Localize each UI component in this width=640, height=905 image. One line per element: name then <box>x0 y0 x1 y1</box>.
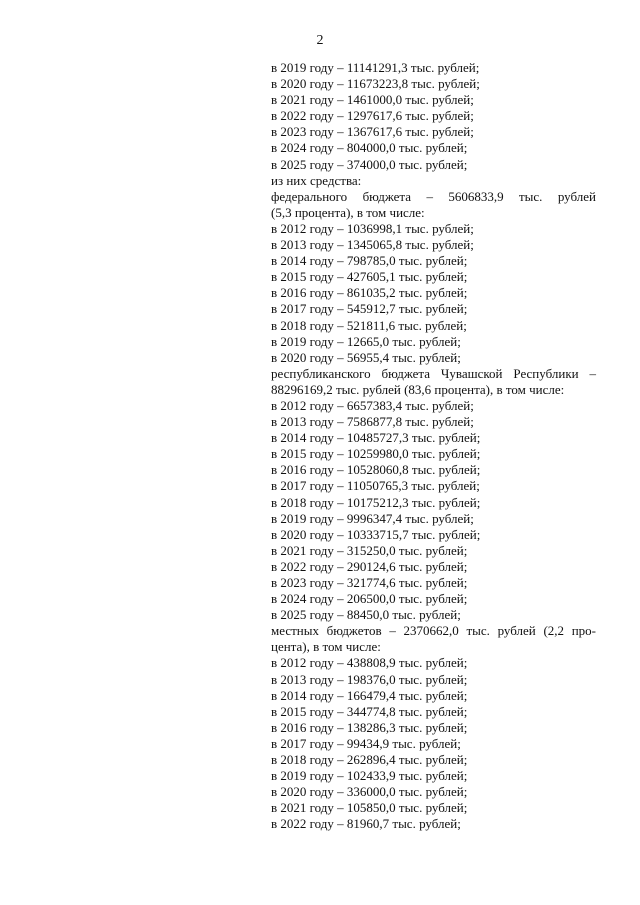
text-line: республиканского бюджета Чувашской Республики – <box>271 365 596 381</box>
text-line: в 2024 году – 206500,0 тыс. рублей; <box>271 591 468 607</box>
text-line: в 2013 году – 7586877,8 тыс. рублей; <box>271 414 474 430</box>
text-line: в 2014 году – 10485727,3 тыс. рублей; <box>271 430 481 446</box>
text-line: в 2021 году – 1461000,0 тыс. рублей; <box>271 92 474 108</box>
text-line: (5,3 процента), в том числе: <box>271 204 425 220</box>
text-line: цента), в том числе: <box>271 639 381 655</box>
text-line: 88296169,2 тыс. рублей (83,6 процента), в том числе: <box>271 381 565 397</box>
text-line: в 2023 году – 1367617,6 тыс. рублей; <box>271 124 474 140</box>
text-line: в 2018 году – 10175212,3 тыс. рублей; <box>271 494 481 510</box>
text-line: в 2019 году – 9996347,4 тыс. рублей; <box>271 510 474 526</box>
text-line: в 2013 году – 198376,0 тыс. рублей; <box>271 671 468 687</box>
text-line: в 2025 году – 88450,0 тыс. рублей; <box>271 607 461 623</box>
text-line: в 2020 году – 336000,0 тыс. рублей; <box>271 784 468 800</box>
text-line: в 2017 году – 545912,7 тыс. рублей; <box>271 301 468 317</box>
text-line: в 2018 году – 521811,6 тыс. рублей; <box>271 317 467 333</box>
text-line: в 2015 году – 427605,1 тыс. рублей; <box>271 269 468 285</box>
text-line: в 2023 году – 321774,6 тыс. рублей; <box>271 575 468 590</box>
text-line: в 2019 году – 12665,0 тыс. рублей; <box>271 333 461 349</box>
text-line: в 2014 году – 166479,4 тыс. рублей; <box>271 687 468 703</box>
text-line: в 2021 году – 315250,0 тыс. рублей; <box>271 542 468 558</box>
text-line: в 2019 году – 102433,9 тыс. рублей; <box>271 768 468 784</box>
text-line: в 2015 году – 344774,8 тыс. рублей; <box>271 703 468 719</box>
text-line: в 2025 году – 374000,0 тыс. рублей; <box>271 156 468 172</box>
text-line: в 2017 году – 99434,9 тыс. рублей; <box>271 735 461 751</box>
text-line: в 2012 году – 438808,9 тыс. рублей; <box>271 655 468 671</box>
text-line: в 2024 году – 804000,0 тыс. рублей; <box>271 140 468 156</box>
text-line: в 2016 году – 10528060,8 тыс. рублей; <box>271 462 481 478</box>
text-line: в 2022 году – 81960,7 тыс. рублей; <box>271 816 461 832</box>
text-line: федерального бюджета – 5606833,9 тыс. рублей <box>271 188 596 204</box>
text-line: местных бюджетов – 2370662,0 тыс. рублей (2,2 про- <box>271 623 596 639</box>
text-line: в 2014 году – 798785,0 тыс. рублей; <box>271 253 468 269</box>
text-line: в 2020 году – 11673223,8 тыс. рублей; <box>271 76 480 92</box>
text-line: в 2020 году – 10333715,7 тыс. рублей; <box>271 526 481 542</box>
text-line: в 2019 году – 11141291,3 тыс. рублей; <box>271 60 480 75</box>
page-number: 2 <box>316 33 324 48</box>
text-line: в 2016 году – 861035,2 тыс. рублей; <box>271 285 468 301</box>
text-line: в 2020 году – 56955,4 тыс. рублей; <box>271 349 461 365</box>
text-line: из них средства: <box>271 172 362 188</box>
text-column <box>271 60 596 833</box>
text-line: в 2012 году – 6657383,4 тыс. рублей; <box>271 397 474 413</box>
text-line: в 2013 году – 1345065,8 тыс. рублей; <box>271 237 474 253</box>
text-line: в 2021 году – 105850,0 тыс. рублей; <box>271 800 468 816</box>
text-line: в 2018 году – 262896,4 тыс. рублей; <box>271 752 468 768</box>
text-line: в 2015 году – 10259980,0 тыс. рублей; <box>271 446 481 462</box>
text-line: в 2022 году – 290124,6 тыс. рублей; <box>271 558 468 574</box>
text-line: в 2022 году – 1297617,6 тыс. рублей; <box>271 108 474 124</box>
text-line: в 2016 году – 138286,3 тыс. рублей; <box>271 719 468 735</box>
text-line: в 2017 году – 11050765,3 тыс. рублей; <box>271 478 480 494</box>
text-line: в 2012 году – 1036998,1 тыс. рублей; <box>271 220 474 236</box>
